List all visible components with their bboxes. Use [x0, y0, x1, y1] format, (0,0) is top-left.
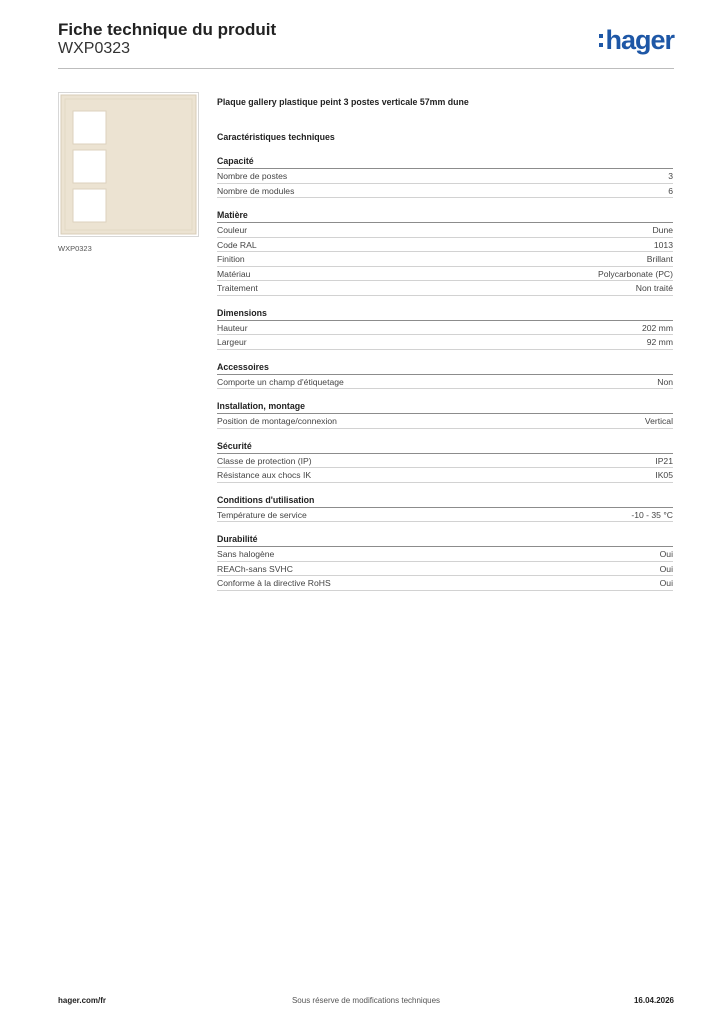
spec-value: IP21 [655, 455, 673, 466]
spec-label: Résistance aux chocs IK [217, 470, 312, 480]
spec-row [217, 281, 673, 296]
spec-label: Matériau [217, 268, 251, 279]
spec-value: 1013 [653, 239, 673, 250]
spec-label: REACh-sans SVHC [217, 563, 293, 574]
spec-row [217, 375, 673, 390]
spec-group [217, 400, 673, 429]
spec-group [217, 440, 673, 483]
spec-group-title: Durabilité [217, 533, 673, 547]
spec-value: -10 - 35 °C [631, 509, 673, 520]
spec-label: Sans halogène [217, 549, 275, 559]
page-header [58, 20, 674, 68]
spec-label: Nombre de modules [217, 185, 295, 196]
spec-group [217, 155, 673, 198]
spec-row [217, 335, 673, 350]
spec-label: Position de montage/connexion [217, 416, 337, 426]
spec-group-title: Conditions d'utilisation [217, 494, 673, 508]
plate-opening [73, 111, 106, 144]
spec-label: Nombre de postes [217, 171, 288, 181]
spec-group-title: Matière [217, 209, 673, 223]
hager-logo [599, 26, 674, 54]
plate-opening [73, 189, 106, 222]
page-footer [58, 996, 674, 1010]
footer-website-link[interactable]: hager.com/fr [58, 996, 107, 1005]
spec-group [217, 494, 673, 523]
document-title: Fiche technique du produit [58, 20, 277, 39]
header-divider [58, 68, 674, 69]
spec-group [217, 533, 673, 591]
spec-group-title: Accessoires [217, 361, 673, 375]
spec-row [217, 454, 673, 469]
footer-date: 16.04.2026 [633, 996, 674, 1005]
footer-notice: Sous réserve de modifications techniques [291, 996, 441, 1005]
spec-row [217, 169, 673, 184]
spec-group-title: Installation, montage [217, 400, 673, 414]
spec-row [217, 321, 673, 336]
spec-row [217, 252, 673, 267]
spec-row [217, 576, 673, 591]
spec-groups [217, 155, 673, 591]
product-image [58, 92, 199, 237]
spec-value: Non [657, 376, 673, 387]
spec-label: Couleur [217, 225, 248, 235]
spec-label: Température de service [217, 509, 307, 520]
spec-row [217, 238, 673, 253]
plate-opening [73, 150, 106, 183]
spec-row [217, 508, 673, 523]
spec-group-title: Capacité [217, 155, 673, 169]
spec-value: Vertical [644, 416, 673, 426]
spec-value: IK05 [655, 470, 673, 480]
spec-group [217, 209, 673, 296]
specifications-panel [217, 95, 673, 591]
spec-value: 3 [668, 171, 673, 181]
spec-group-title: Sécurité [217, 440, 673, 454]
spec-label: Conforme à la directive RoHS [217, 578, 331, 588]
spec-label: Finition [217, 254, 245, 264]
spec-label: Classe de protection (IP) [217, 455, 312, 466]
spec-label: Largeur [217, 337, 247, 347]
spec-row [217, 223, 673, 238]
spec-value: Oui [659, 578, 673, 588]
spec-value: Polycarbonate (PC) [598, 268, 673, 279]
spec-value: 92 mm [646, 337, 673, 347]
spec-row [217, 184, 673, 199]
product-reference: WXP0323 [58, 40, 131, 57]
spec-group [217, 307, 673, 350]
logo-wordmark: hager [605, 24, 674, 55]
spec-value: 202 mm [641, 322, 673, 333]
spec-value: 6 [668, 185, 673, 196]
spec-row [217, 562, 673, 577]
spec-value: Non traité [635, 283, 673, 293]
spec-group-title: Dimensions [217, 307, 673, 321]
image-caption: WXP0323 [58, 244, 92, 253]
spec-label: Hauteur [217, 322, 248, 333]
spec-row [217, 267, 673, 282]
spec-value: Oui [659, 549, 673, 559]
product-description: Plaque gallery plastique peint 3 postes verticale 57mm dune [217, 97, 469, 107]
spec-label: Code RAL [217, 239, 257, 250]
spec-row [217, 468, 673, 483]
spec-row [217, 414, 673, 429]
spec-label: Comporte un champ d'étiquetage [217, 376, 344, 387]
spec-value: Oui [659, 563, 673, 574]
spec-label: Traitement [217, 283, 258, 293]
specifications-heading: Caractéristiques techniques [217, 132, 335, 142]
spec-row [217, 547, 673, 562]
spec-value: Dune [652, 225, 673, 235]
spec-value: Brillant [646, 254, 673, 264]
spec-group [217, 361, 673, 390]
wall-plate-illustration [59, 93, 198, 236]
logo-colon-icon [599, 34, 603, 47]
